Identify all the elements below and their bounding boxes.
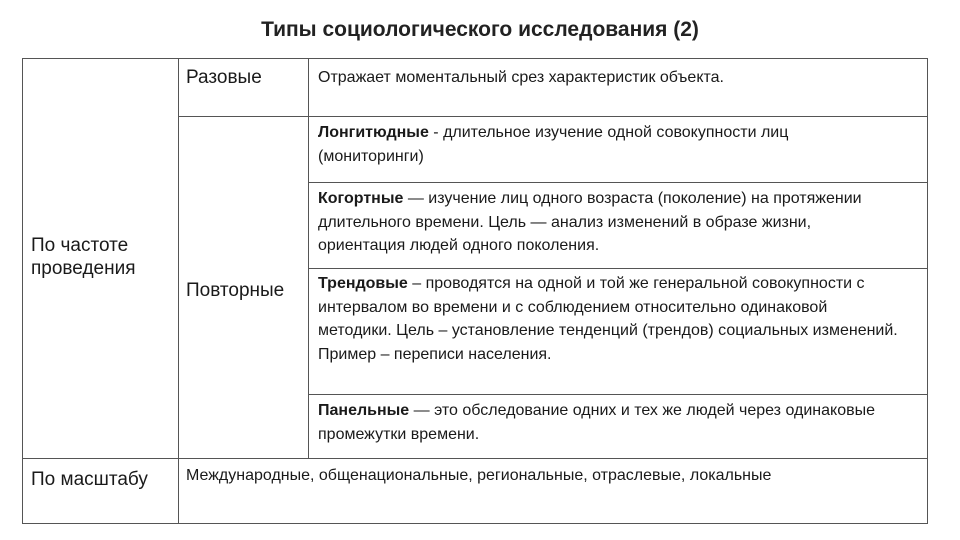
text-panel: — это обследование одних и тех же людей через одинаковые промежутки времени. xyxy=(318,402,875,443)
table-border-top xyxy=(22,58,928,59)
column-divider-category xyxy=(178,58,179,523)
description-one-time: Отражает моментальный срез характеристик объекта. xyxy=(318,69,724,86)
row-divider-trend xyxy=(308,394,928,395)
description-scale: Международные, общенациональные, региональные, отраслевые, локальные xyxy=(186,467,772,484)
row-label-frequency: По частоте проведения xyxy=(31,235,136,280)
text-longitudinal: - длительное изучение одной совокупности лиц (мониторинги) xyxy=(318,124,789,165)
type-label-one-time: Разовые xyxy=(186,67,262,88)
row-divider-cohort xyxy=(308,268,928,269)
description-trend xyxy=(318,272,898,366)
text-cohort: — изучение лиц одного возраста (поколение) на протяжении длительного времени. Цель — анализ изменений в образе жизни, ориентация людей одного поколения. xyxy=(318,190,862,254)
table-border-bottom xyxy=(22,523,928,524)
description-panel xyxy=(318,399,878,446)
slide-title: Типы социологического исследования (2) xyxy=(261,18,699,41)
description-cohort xyxy=(318,187,898,258)
term-panel: Панельные xyxy=(318,402,410,419)
type-label-repeated: Повторные xyxy=(186,280,285,301)
row-divider-one-time xyxy=(178,116,928,117)
term-longitudinal: Лонгитюдные xyxy=(318,124,429,141)
term-trend: Трендовые xyxy=(318,275,408,292)
row-label-scale: По масштабу xyxy=(31,469,148,490)
table-border-left xyxy=(22,58,23,523)
row-divider-longitudinal xyxy=(308,182,928,183)
row-divider-scale xyxy=(22,458,928,459)
description-longitudinal xyxy=(318,121,878,168)
term-cohort: Когортные xyxy=(318,190,404,207)
table-border-right xyxy=(927,58,928,523)
text-trend: – проводятся на одной и той же генеральной совокупности с интервалом во времени и с соблюдением относительно одинаковой методики. Цель – установление тенденций (трендов) социальных изменений. Пример – переписи населения. xyxy=(318,275,898,363)
column-divider-type xyxy=(308,58,309,458)
